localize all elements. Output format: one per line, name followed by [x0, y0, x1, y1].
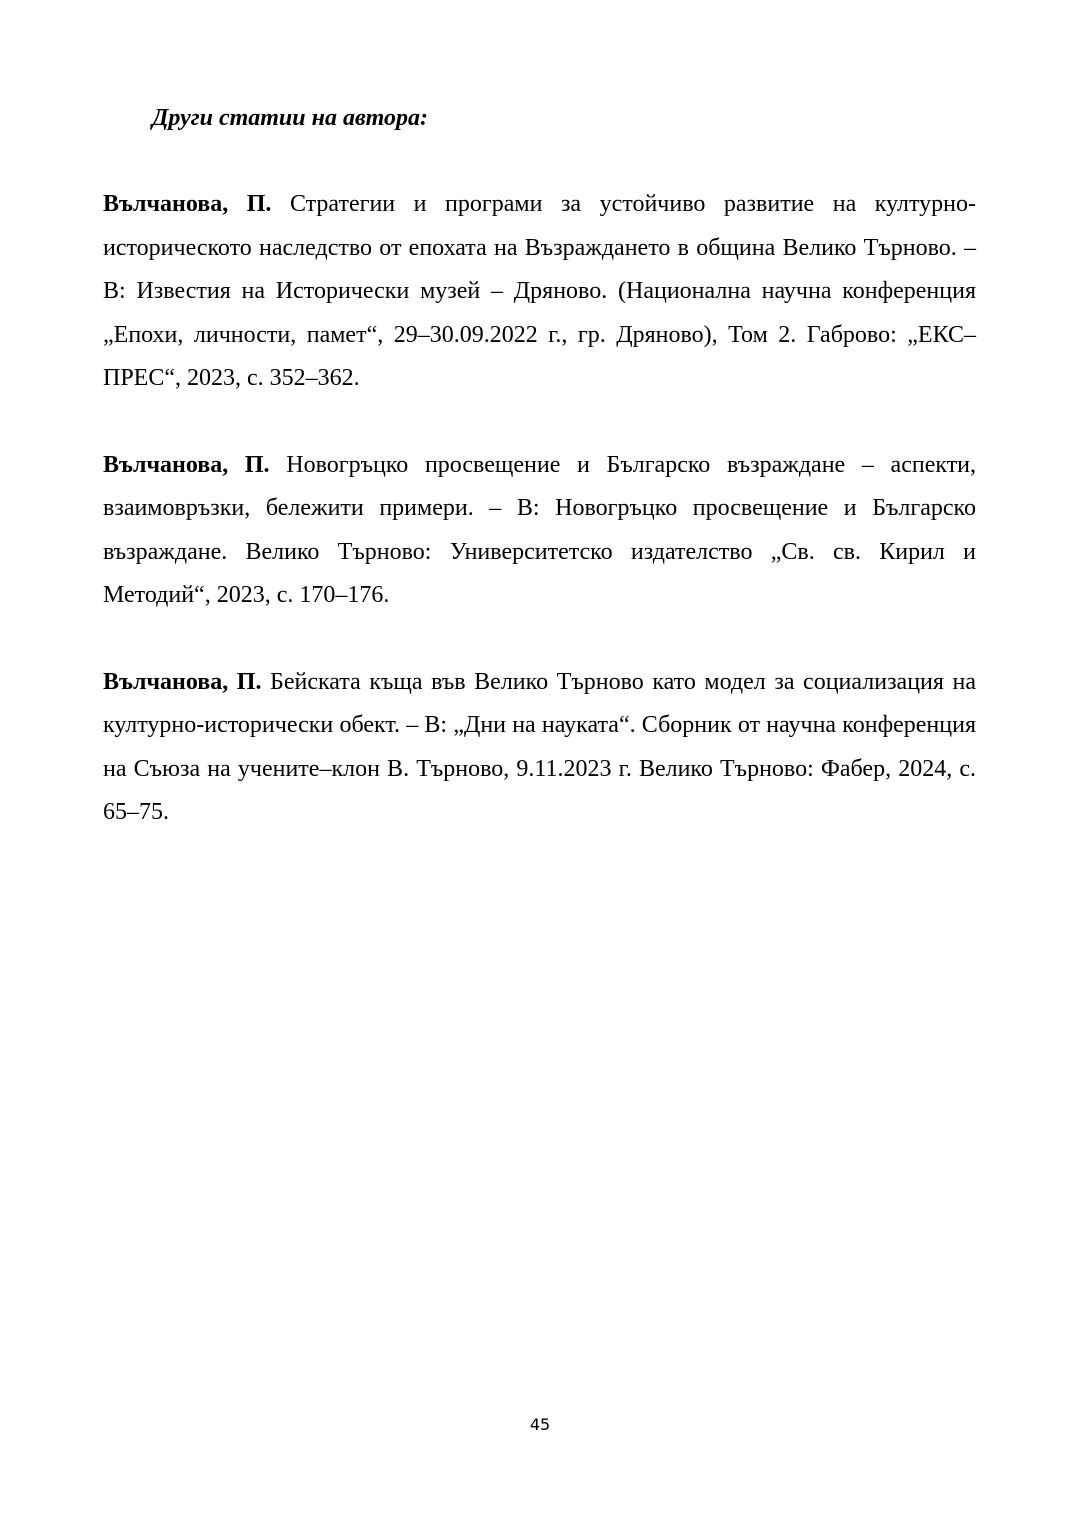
- entry-author: Вълчанова, П.: [103, 191, 272, 217]
- bibliography-list: [103, 183, 976, 878]
- entry-text: Бейската къща във Велико Търново като модел за социализация на културно-исторически обект. – В: „Дни на науката“. Сборник от научна конференция на Съюза на учените–клон В. Търново, 9.11.2023 г. Велико Търново: Фабер, 2024, с. 65–75.: [103, 668, 977, 825]
- entry-author: Вълчанова, П.: [103, 451, 270, 478]
- bibliography-entry: [103, 661, 976, 835]
- entry-text: Новогръцко просвещение и Българско възраждане – аспекти, взаимовръзки, бележити примери. – В: Новогръцко просвещение и Българско възраждане. Велико Търново: Университетско издателство „Св. св. Кирил и Методий“, 2023, с. 170–176.: [103, 451, 977, 608]
- entry-text: Стратегии и програми за устойчиво развитие на културно-историческото наследство от епохата на Възраждането в община Велико Търново. – В: Известия на Исторически музей – Дряново. (Национална научна конференция „Епохи, личности, памет“, 29–30.09.2022 г., гр. Дряново), Том 2. Габрово: „ЕКС–ПРЕС“, 2023, с. 352–362.: [103, 191, 977, 391]
- section-heading: Други статии на автора:: [152, 105, 429, 131]
- bibliography-entry: [103, 183, 976, 401]
- page-number: 45: [529, 1415, 551, 1434]
- bibliography-entry: [103, 444, 976, 618]
- entry-author: Вълчанова, П.: [103, 668, 262, 695]
